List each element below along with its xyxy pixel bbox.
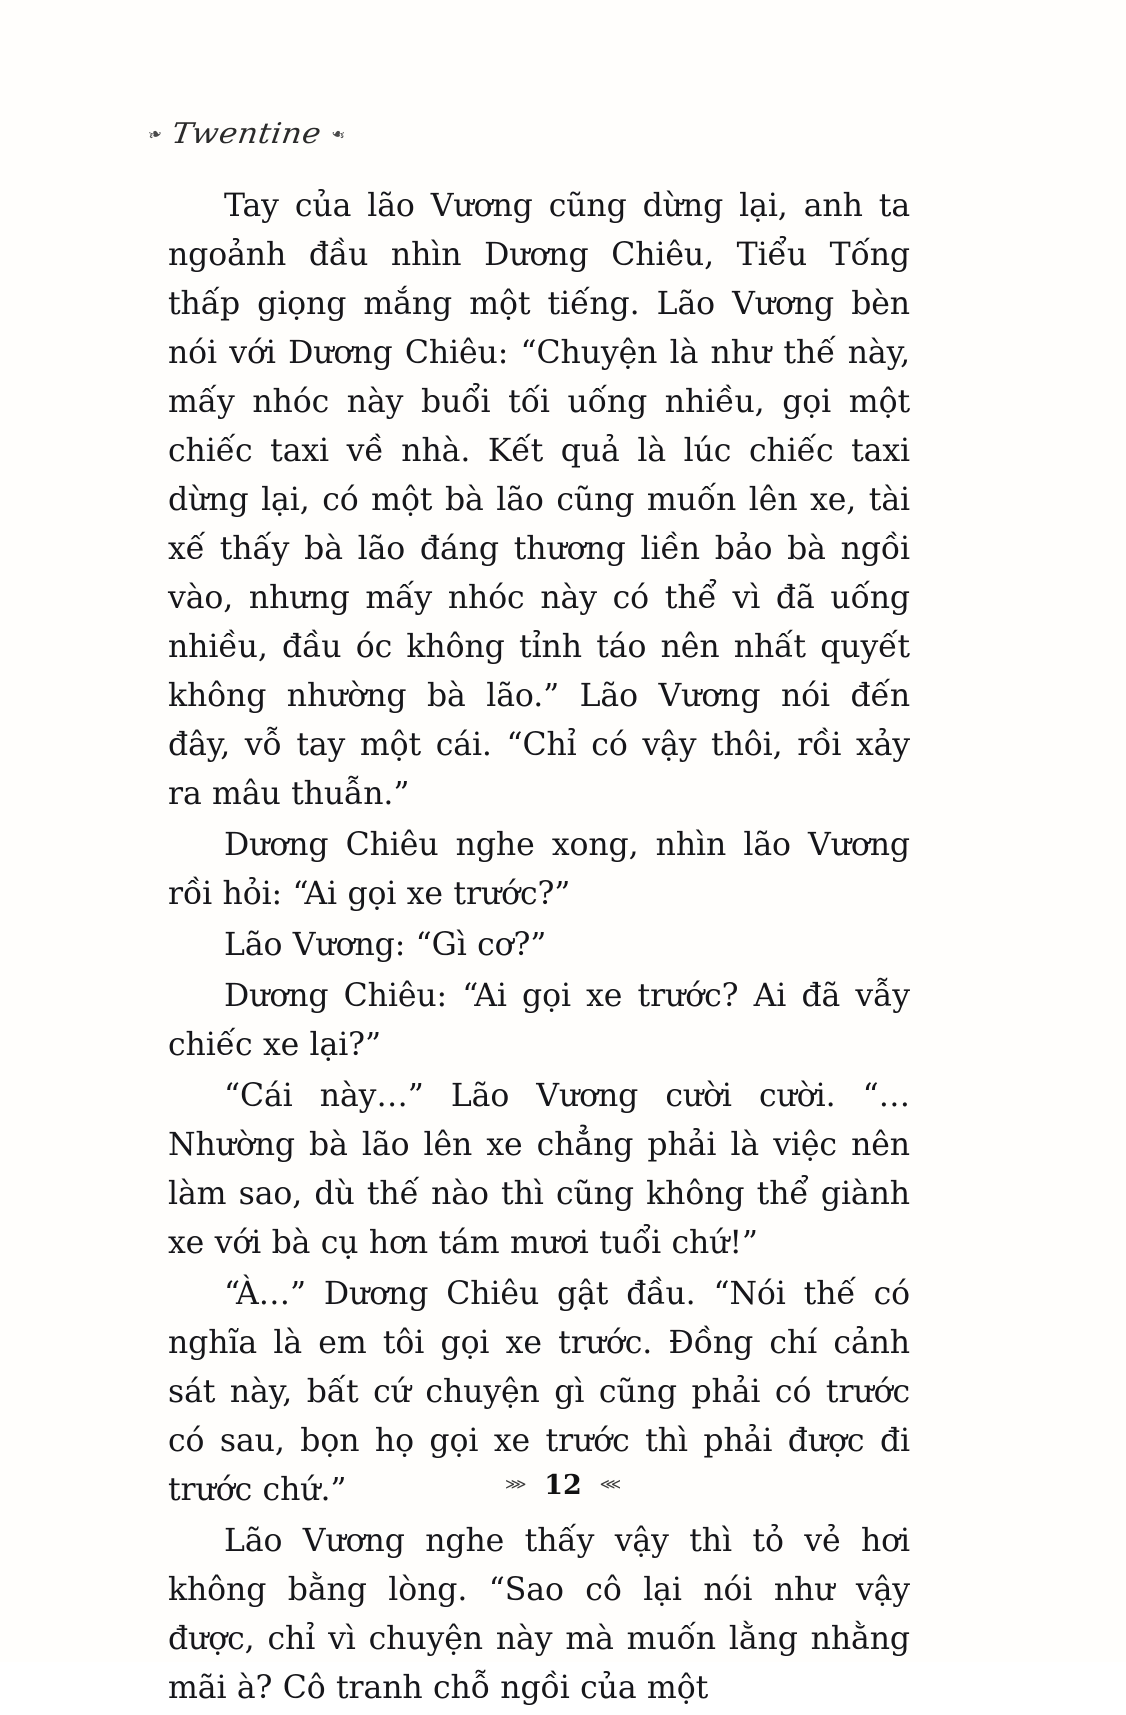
page-footer — [0, 1470, 1126, 1501]
leaf-ornament-icon: ❧ — [145, 122, 165, 146]
paragraph: “À…” Dương Chiêu gật đầu. “Nói thế có nghĩa là em tôi gọi xe trước. Đồng chí cảnh sát này, bất cứ chuyện gì cũng phải có trước có sau, bọn họ gọi xe trước thì phải được đi trước chứ.” — [168, 1276, 910, 1508]
footer-ornament-icon: ⋘ — [507, 1477, 527, 1493]
paragraph: Tay của lão Vương cũng dừng lại, anh ta ngoảnh đầu nhìn Dương Chiêu, Tiểu Tống thấp giọng mắng một tiếng. Lão Vương bèn nói với Dương Chiêu: “Chuyện là như thế này, mấy nhóc này buổi tối uống nhiều, gọi một chiếc taxi về nhà. Kết quả là lúc chiếc taxi dừng lại, có một bà lão cũng muốn lên xe, tài xế thấy bà lão đáng thương liền bảo bà ngồi vào, nhưng mấy nhóc này có thể vì đã uống nhiều, đầu óc không tỉnh táo nên nhất quyết không nhường bà lão.” Lão Vương nói đến đây, vỗ tay một cái. “Chỉ có vậy thôi, rồi xảy ra mâu thuẫn.” — [168, 188, 910, 812]
paragraph: Dương Chiêu: “Ai gọi xe trước? Ai đã vẫy chiếc xe lại?” — [168, 978, 910, 1063]
page-number: 12 — [544, 1470, 582, 1501]
author-name: Twentine — [169, 117, 324, 151]
paragraph: Lão Vương nghe thấy vậy thì tỏ vẻ hơi không bằng lòng. “Sao cô lại nói như vậy được, chỉ vì chuyện này mà muốn lằng nhằng mãi à? Cô tranh chỗ ngồi của một — [168, 1523, 910, 1706]
running-header — [145, 104, 908, 164]
footer-ornament-icon: ⋘ — [599, 1477, 619, 1493]
paragraph: Lão Vương: “Gì cơ?” — [224, 927, 547, 963]
leaf-ornament-icon: ❧ — [328, 122, 349, 146]
paragraph: “Cái này…” Lão Vương cười cười. “… Nhường bà lão lên xe chẳng phải là việc nên làm sao, dù thế nào thì cũng không thể giành xe với bà cụ hơn tám mươi tuổi chứ!” — [168, 1078, 910, 1261]
paragraph: Dương Chiêu nghe xong, nhìn lão Vương rồi hỏi: “Ai gọi xe trước?” — [168, 827, 910, 912]
